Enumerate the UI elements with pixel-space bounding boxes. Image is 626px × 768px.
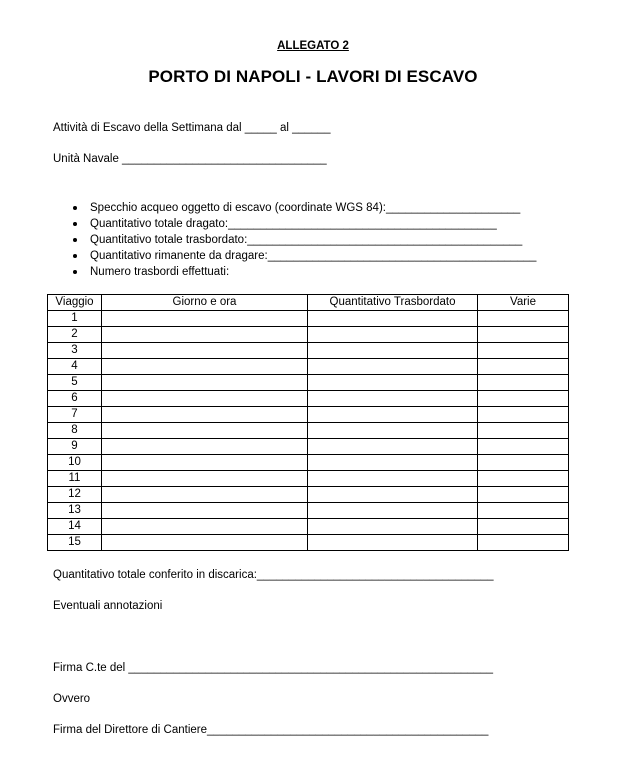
table-row: [48, 407, 569, 423]
misc-cell[interactable]: [478, 519, 569, 535]
page-title: PORTO DI NAPOLI - LAVORI DI ESCAVO: [148, 67, 478, 86]
quantity-cell[interactable]: [308, 487, 478, 503]
table-row: [48, 391, 569, 407]
activity-week-field: Attività di Escavo della Settimana dal _____ al ______: [53, 122, 331, 134]
bullet-item: [53, 248, 536, 264]
column-header-varie: Varie: [478, 295, 569, 311]
column-header-quantitativo: Quantitativo Trasbordato: [308, 295, 478, 311]
bullet-item-text: Specchio acqueo oggetto di escavo (coordinate WGS 84):_____________________: [90, 202, 521, 214]
quantity-cell[interactable]: [308, 375, 478, 391]
quantity-cell[interactable]: [308, 343, 478, 359]
date-time-cell[interactable]: [102, 519, 308, 535]
bullet-dot-icon: [73, 206, 77, 210]
trip-number-cell: 12: [48, 487, 102, 503]
quantity-cell[interactable]: [308, 311, 478, 327]
date-time-cell[interactable]: [102, 407, 308, 423]
misc-cell[interactable]: [478, 407, 569, 423]
misc-cell[interactable]: [478, 535, 569, 551]
date-time-cell[interactable]: [102, 455, 308, 471]
misc-cell[interactable]: [478, 327, 569, 343]
bullet-item: [53, 232, 536, 248]
quantity-cell[interactable]: [308, 503, 478, 519]
trip-number-cell: 10: [48, 455, 102, 471]
quantity-cell[interactable]: [308, 439, 478, 455]
misc-cell[interactable]: [478, 343, 569, 359]
misc-cell[interactable]: [478, 503, 569, 519]
date-time-cell[interactable]: [102, 311, 308, 327]
table-row: [48, 375, 569, 391]
table-row: [48, 487, 569, 503]
misc-cell[interactable]: [478, 359, 569, 375]
misc-cell[interactable]: [478, 423, 569, 439]
quantity-cell[interactable]: [308, 535, 478, 551]
quantity-cell[interactable]: [308, 423, 478, 439]
trip-number-cell: 3: [48, 343, 102, 359]
table-row: [48, 519, 569, 535]
trip-number-cell: 14: [48, 519, 102, 535]
table-row: [48, 455, 569, 471]
table-row: [48, 311, 569, 327]
misc-cell[interactable]: [478, 391, 569, 407]
quantity-cell[interactable]: [308, 391, 478, 407]
trip-number-cell: 1: [48, 311, 102, 327]
bullet-dot-icon: [73, 254, 77, 258]
table-row: [48, 535, 569, 551]
bullet-item: [53, 216, 536, 232]
table-row: [48, 359, 569, 375]
trip-number-cell: 8: [48, 423, 102, 439]
quantity-cell[interactable]: [308, 455, 478, 471]
trip-number-cell: 11: [48, 471, 102, 487]
annotations-label: Eventuali annotazioni: [53, 600, 163, 612]
quantity-cell[interactable]: [308, 359, 478, 375]
misc-cell[interactable]: [478, 487, 569, 503]
trip-number-cell: 4: [48, 359, 102, 375]
date-time-cell[interactable]: [102, 503, 308, 519]
date-time-cell[interactable]: [102, 391, 308, 407]
quantity-cell[interactable]: [308, 327, 478, 343]
table-row: [48, 503, 569, 519]
trip-number-cell: 6: [48, 391, 102, 407]
total-disposed-field: Quantitativo totale conferito in discarica:_____________________________________: [53, 569, 494, 581]
date-time-cell[interactable]: [102, 343, 308, 359]
trip-number-cell: 7: [48, 407, 102, 423]
date-time-cell[interactable]: [102, 359, 308, 375]
trips-table: [47, 294, 569, 551]
misc-cell[interactable]: [478, 471, 569, 487]
bullet-item-text: Quantitativo rimanente da dragare:__________________________________________: [90, 250, 537, 262]
table-body: [48, 311, 569, 551]
quantity-cell[interactable]: [308, 519, 478, 535]
column-header-giorno-ora: Giorno e ora: [102, 295, 308, 311]
misc-cell[interactable]: [478, 311, 569, 327]
quantity-cell[interactable]: [308, 471, 478, 487]
bullet-item: [53, 200, 536, 216]
trip-number-cell: 2: [48, 327, 102, 343]
table-row: [48, 439, 569, 455]
date-time-cell[interactable]: [102, 439, 308, 455]
trip-number-cell: 15: [48, 535, 102, 551]
bullet-dot-icon: [73, 270, 77, 274]
attachment-label: ALLEGATO 2: [277, 40, 349, 52]
table-row: [48, 471, 569, 487]
trip-number-cell: 13: [48, 503, 102, 519]
misc-cell[interactable]: [478, 455, 569, 471]
date-time-cell[interactable]: [102, 487, 308, 503]
bullet-item-text: Quantitativo totale trasbordato:___________________________________________: [90, 234, 523, 246]
date-time-cell[interactable]: [102, 471, 308, 487]
quantity-cell[interactable]: [308, 407, 478, 423]
trip-number-cell: 9: [48, 439, 102, 455]
table-header-row: [48, 295, 569, 311]
date-time-cell[interactable]: [102, 375, 308, 391]
or-label: Ovvero: [53, 693, 91, 705]
bullet-item-text: Quantitativo totale dragato:__________________________________________: [90, 218, 497, 230]
table-row: [48, 343, 569, 359]
bullet-item: [53, 264, 536, 280]
misc-cell[interactable]: [478, 439, 569, 455]
naval-unit-field: Unità Navale ________________________________: [53, 153, 327, 165]
column-header-viaggio: Viaggio: [48, 295, 102, 311]
date-time-cell[interactable]: [102, 327, 308, 343]
site-director-signature-field: Firma del Direttore di Cantiere____________________________________________: [53, 724, 489, 736]
table-row: [48, 327, 569, 343]
date-time-cell[interactable]: [102, 423, 308, 439]
bullet-item-text: Numero trasbordi effettuati:: [90, 266, 230, 278]
misc-cell[interactable]: [478, 375, 569, 391]
captain-signature-field: Firma C.te del _________________________________________________________: [53, 662, 493, 674]
bullet-dot-icon: [73, 238, 77, 242]
table-row: [48, 423, 569, 439]
bullet-dot-icon: [73, 222, 77, 226]
date-time-cell[interactable]: [102, 535, 308, 551]
trip-number-cell: 5: [48, 375, 102, 391]
info-bullet-list: [53, 200, 536, 280]
